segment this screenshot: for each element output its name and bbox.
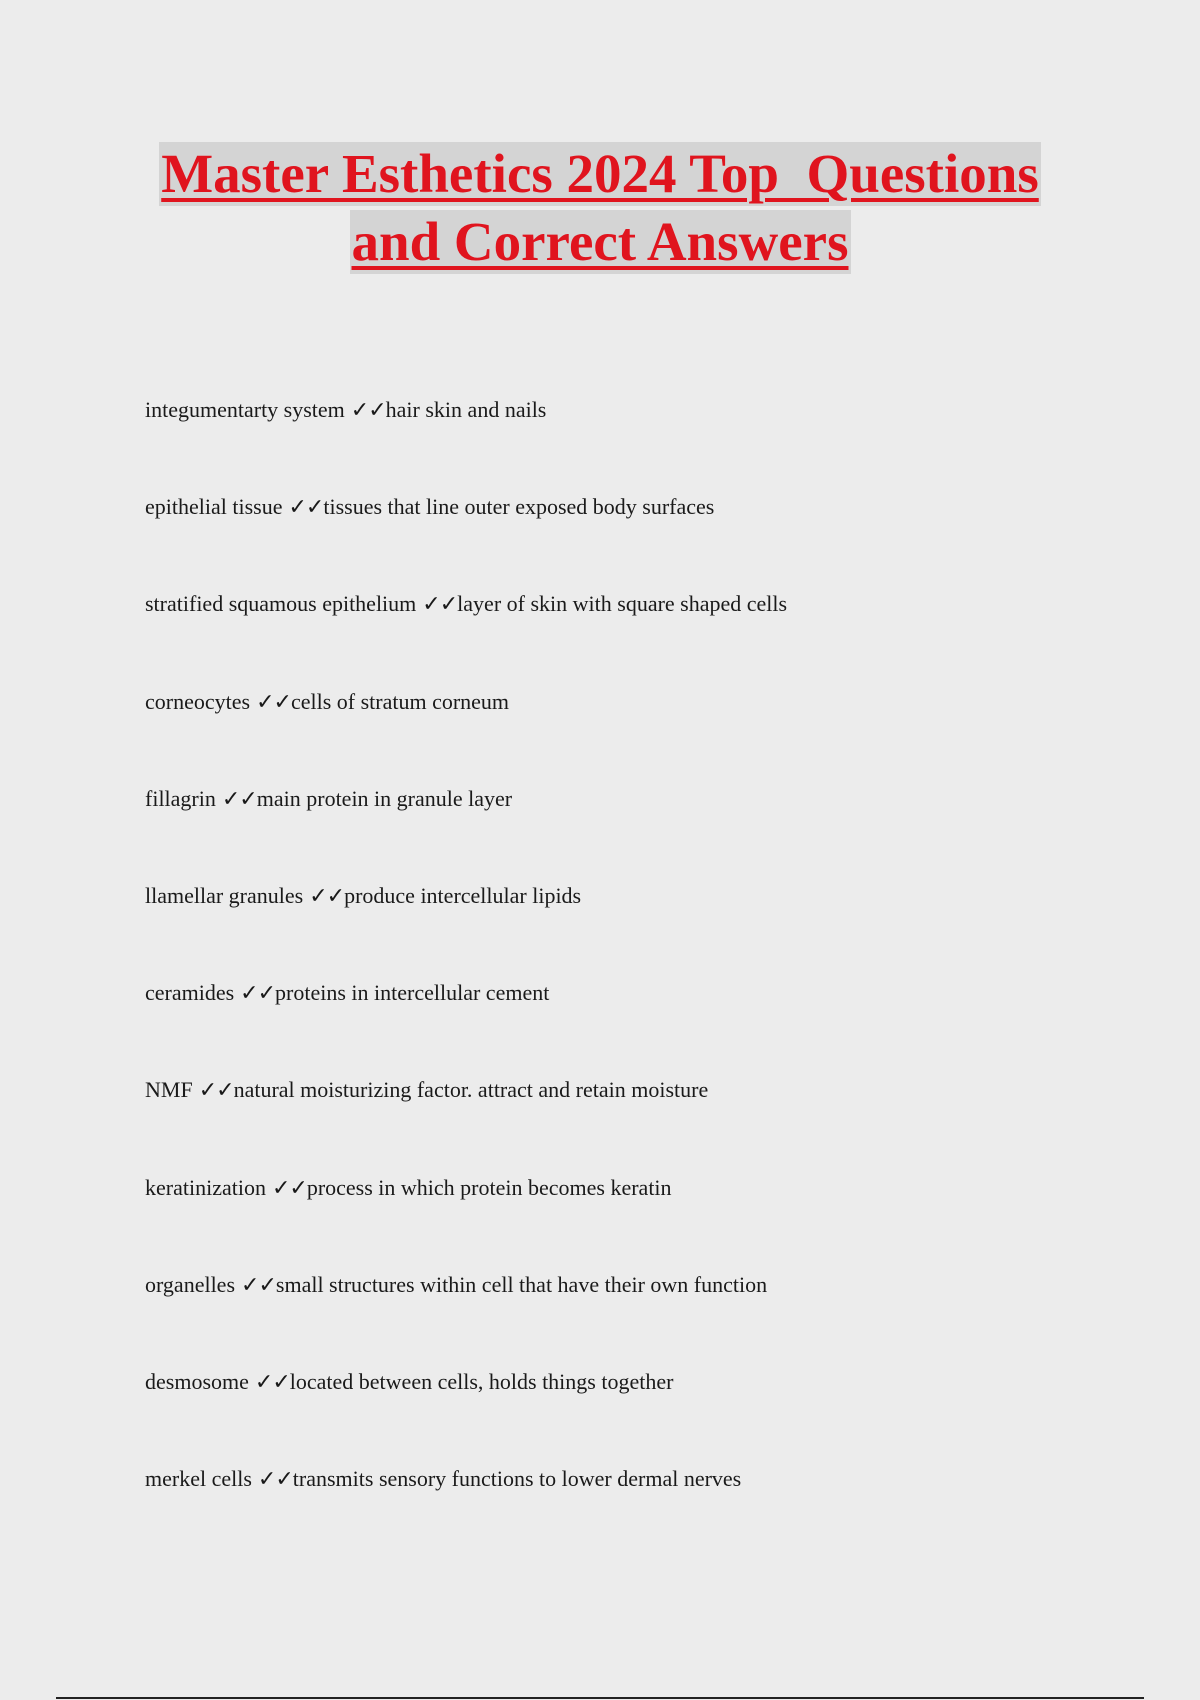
list-item: [145, 1261, 1145, 1358]
double-check-icon: ✓✓: [422, 592, 458, 618]
double-check-icon: ✓✓: [256, 689, 291, 715]
double-check-icon: ✓✓: [257, 1467, 293, 1493]
double-check-icon: ✓✓: [221, 786, 257, 812]
list-item: [145, 1455, 1145, 1552]
list-item: [145, 1066, 1145, 1163]
term: desmosome: [145, 1368, 249, 1394]
list-item: [145, 872, 1145, 969]
page-bottom-divider: [56, 1697, 1144, 1699]
answer: tissues that line outer exposed body surfaces: [323, 494, 715, 520]
list-item: [145, 483, 1145, 580]
question-answer-list: [145, 386, 1145, 1552]
term: corneocytes: [145, 688, 251, 714]
list-item: [145, 678, 1145, 775]
term: llamellar granules: [145, 882, 304, 908]
term: merkel cells: [145, 1466, 252, 1492]
list-item: [145, 1358, 1145, 1455]
list-item: [145, 580, 1145, 677]
answer: layer of skin with square shaped cells: [457, 591, 788, 617]
term: epithelial tissue: [145, 494, 283, 520]
term: NMF: [145, 1077, 193, 1103]
term: stratified squamous epithelium: [145, 591, 417, 617]
answer: proteins in intercellular cement: [275, 980, 550, 1006]
answer: hair skin and nails: [385, 397, 547, 422]
double-check-icon: ✓✓: [254, 1369, 290, 1395]
double-check-icon: ✓✓: [288, 495, 324, 521]
answer: small structures within cell that have their own function: [275, 1271, 768, 1297]
list-item: [145, 969, 1145, 1066]
list-item: [145, 386, 1145, 483]
term: organelles: [145, 1271, 236, 1297]
term: fillagrin: [145, 785, 216, 811]
term: integumentarty system: [145, 397, 345, 422]
answer: main protein in granule layer: [256, 785, 513, 811]
answer: cells of stratum corneum: [290, 688, 510, 714]
term: keratinization: [145, 1174, 266, 1200]
double-check-icon: ✓✓: [271, 1175, 307, 1201]
document-title: [0, 140, 1200, 276]
double-check-icon: ✓✓: [240, 981, 276, 1007]
answer: process in which protein becomes keratin: [306, 1174, 672, 1200]
list-item: [145, 1164, 1145, 1261]
term: ceramides: [145, 980, 235, 1006]
answer: produce intercellular lipids: [344, 882, 582, 908]
title-line-1: Master Esthetics 2024 Top Questions: [161, 143, 1039, 204]
answer: natural moisturizing factor. attract and retain moisture: [233, 1077, 709, 1103]
double-check-icon: ✓✓: [309, 883, 345, 909]
list-item: [145, 775, 1145, 872]
answer: transmits sensory functions to lower dermal nerves: [292, 1466, 742, 1492]
double-check-icon: ✓✓: [241, 1272, 276, 1298]
title-line-2: and Correct Answers: [351, 211, 849, 272]
answer: located between cells, holds things together: [289, 1368, 674, 1394]
double-check-icon: ✓✓: [350, 398, 386, 423]
double-check-icon: ✓✓: [198, 1078, 234, 1104]
